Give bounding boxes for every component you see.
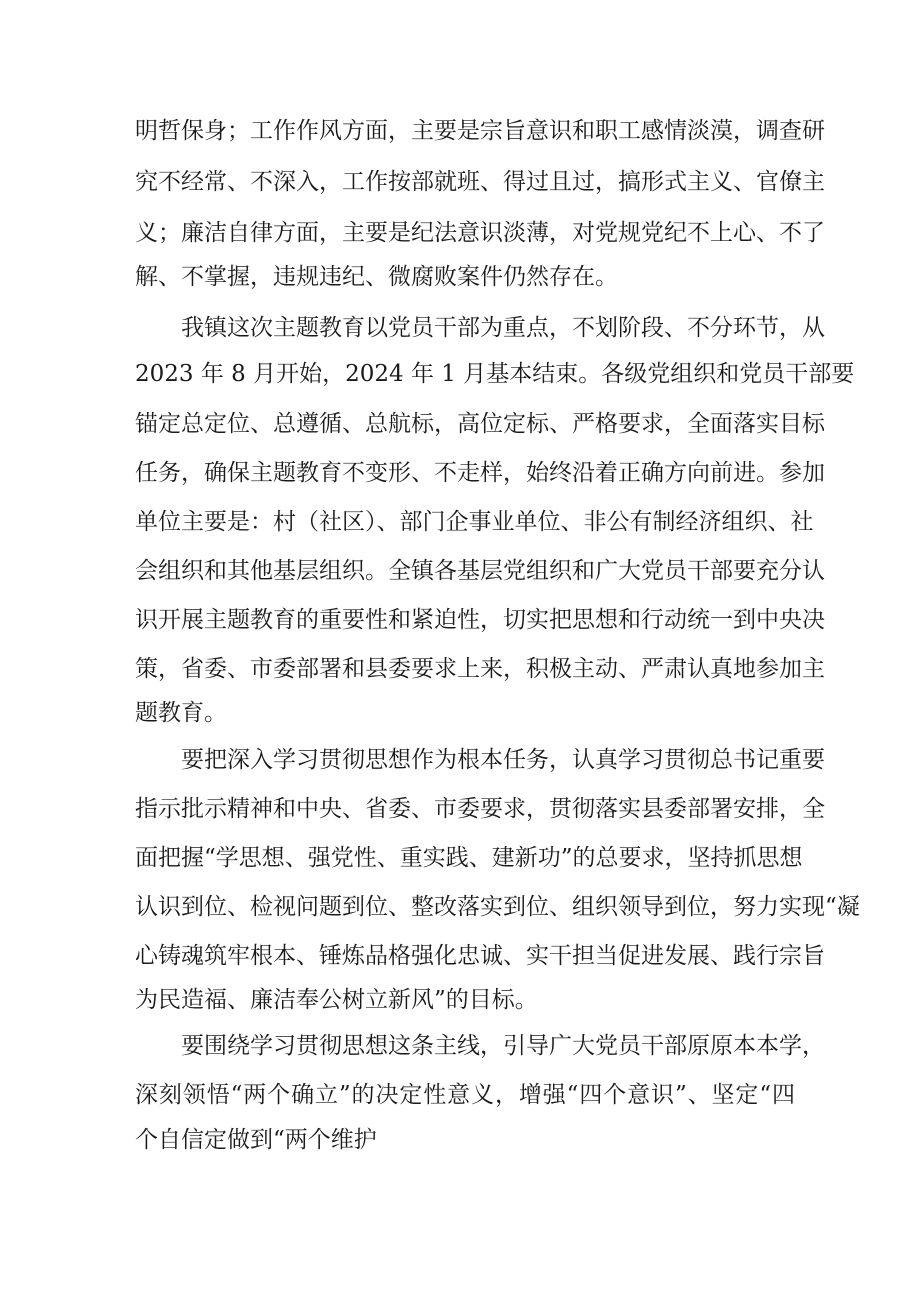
paragraph-line: 深刻领悟“两个确立”的决定性意义，增强“四个意识”、坚定“四 [135,1082,795,1108]
paragraph-line: 任务，确保主题教育不变形、不走样，始终沿着正确方向前进。参加 [135,460,825,486]
paragraph-line: 解、不掌握，违规违纪、微腐败案件仍然存在。 [135,264,618,290]
paragraph-line: 会组织和其他基层组织。全镇各基层党组织和广大党员干部要充分认 [135,558,825,584]
paragraph-line: 认识到位、检视问题到位、整改落实到位、组织领导到位，努力实现“凝 [135,894,860,920]
paragraph-line: 要围绕学习贯彻思想这条主线，引导广大党员干部原原本本学， [181,1033,825,1059]
paragraph-line: 个自信定做到“两个维护 [135,1127,377,1153]
paragraph-line: 心铸魂筑牢根本、锤炼品格强化忠诚、实干担当促进发展、践行宗旨 [135,943,825,969]
paragraph-line: 2023 年 8 月开始，2024 年 1 月基本结束。各级党组织和党员干部要 [135,361,855,387]
paragraph-line: 义；廉洁自律方面，主要是纪法意识淡薄，对党规党纪不上心、不了 [135,220,825,246]
paragraph-line: 题教育。 [135,700,227,726]
paragraph-line: 为民造福、廉洁奉公树立新风”的目标。 [135,987,538,1013]
paragraph-line: 识开展主题教育的重要性和紧迫性，切实把思想和行动统一到中央决 [135,607,825,633]
paragraph-line: 锚定总定位、总遵循、总航标，高位定标、严格要求，全面落实目标 [135,411,825,437]
paragraph-line: 策，省委、市委部署和县委要求上来，积极主动、严肃认真地参加主 [135,656,825,682]
paragraph-line: 明哲保身；工作作风方面，主要是宗旨意识和职工感情淡漠，调查研 [135,118,825,144]
paragraph-line: 要把深入学习贯彻思想作为根本任务，认真学习贯彻总书记重要 [181,747,825,773]
paragraph-line: 指示批示精神和中央、省委、市委要求，贯彻落实县委部署安排，全 [135,796,825,822]
paragraph-line: 究不经常、不深入，工作按部就班、得过且过，搞形式主义、官僚主 [135,169,825,195]
paragraph-line: 单位主要是：村（社区）、部门企事业单位、非公有制经济组织、社 [135,509,814,535]
paragraph-line: 我镇这次主题教育以党员干部为重点，不划阶段、不分环节，从 [181,315,825,341]
paragraph-line: 面把握“学思想、强党性、重实践、建新功”的总要求，坚持抓思想 [135,845,803,871]
